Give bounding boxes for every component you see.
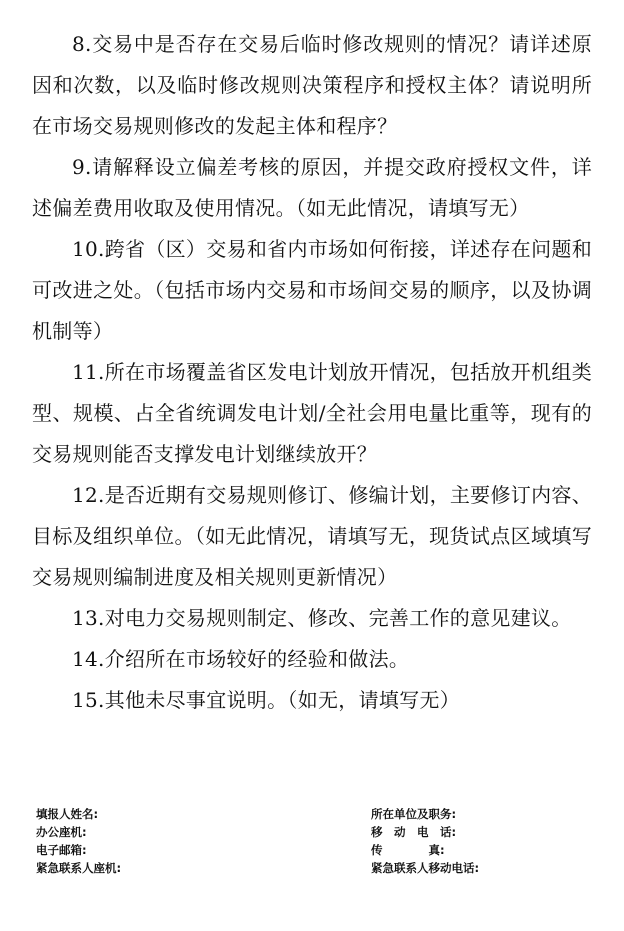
question-13: 13.对电力交易规则制定、修改、完善工作的意见建议。 [72, 606, 572, 630]
question-12: 12.是否近期有交易规则修订、修编计划，主要修订内容、目标及组织单位。（如无此情况，请填写无，现货试点区域填写交易规则编制进度及相关规则更新情况） [32, 483, 592, 589]
email-label: 电子邮箱: [36, 843, 87, 857]
mobile-phone-label: 移 动 电 话: [371, 825, 457, 839]
question-9: 9.请解释设立偏差考核的原因，并提交政府授权文件，详述偏差费用收取及使用情况。（如无此情况，请填写无） [32, 155, 592, 220]
question-15: 15.其他未尽事宜说明。（如无，请填写无） [72, 688, 461, 712]
reporter-name-label: 填报人姓名: [36, 807, 99, 821]
emergency-contact-mobile-label: 紧急联系人移动电话: [371, 861, 480, 875]
question-list [32, 24, 592, 721]
office-phone-label: 办公座机: [36, 825, 87, 839]
question-10: 10.跨省（区）交易和省内市场如何衔接，详述存在问题和可改进之处。（包括市场内交易和市场间交易的顺序，以及协调机制等） [32, 237, 592, 343]
contact-fields-left [36, 805, 121, 877]
contact-fields-right [371, 805, 479, 877]
emergency-contact-phone-label: 紧急联系人座机: [36, 861, 122, 875]
question-11: 11.所在市场覆盖省区发电计划放开情况，包括放开机组类型、规模、占全省统调发电计划/全社会用电量比重等，现有的交易规则能否支撑发电计划继续放开？ [32, 360, 592, 466]
question-14: 14.介绍所在市场较好的经验和做法。 [72, 647, 410, 671]
fax-label: 传 真: [371, 843, 445, 857]
question-8: 8.交易中是否存在交易后临时修改规则的情况？请详述原因和次数，以及临时修改规则决策程序和授权主体？请说明所在市场交易规则修改的发起主体和程序？ [32, 32, 592, 138]
organization-position-label: 所在单位及职务: [371, 807, 457, 821]
